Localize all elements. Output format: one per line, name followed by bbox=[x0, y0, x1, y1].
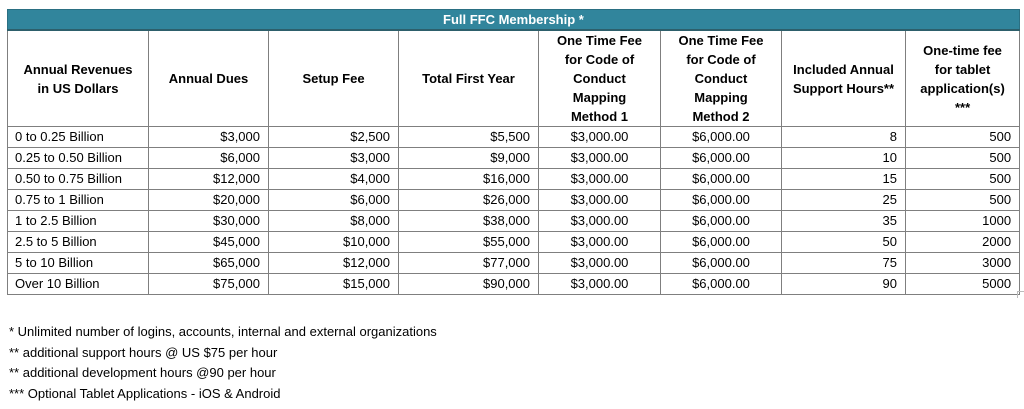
cell-annual-dues: $75,000 bbox=[149, 274, 269, 295]
cell-total-first-year: $26,000 bbox=[399, 190, 539, 211]
cell-annual-dues: $30,000 bbox=[149, 211, 269, 232]
column-header-annual-dues: Annual Dues bbox=[149, 30, 269, 127]
footnote-support-hours: ** additional support hours @ US $75 per hour bbox=[9, 344, 278, 360]
table-row bbox=[8, 232, 1020, 253]
table-row bbox=[8, 253, 1020, 274]
cell-revenue-range: 0 to 0.25 Billion bbox=[8, 127, 149, 148]
cell-mapping-method-2-fee: $6,000.00 bbox=[661, 253, 782, 274]
cell-mapping-method-2-fee: $6,000.00 bbox=[661, 148, 782, 169]
cell-mapping-method-2-fee: $6,000.00 bbox=[661, 169, 782, 190]
column-header-tablet-fee: One-time fee for tablet application(s) *** bbox=[906, 30, 1020, 127]
cell-setup-fee: $15,000 bbox=[269, 274, 399, 295]
column-header-total-first-year: Total First Year bbox=[399, 30, 539, 127]
cell-revenue-range: 5 to 10 Billion bbox=[8, 253, 149, 274]
cell-setup-fee: $3,000 bbox=[269, 148, 399, 169]
footnote-development-hours: ** additional development hours @90 per hour bbox=[9, 365, 276, 380]
cell-mapping-method-1-fee: $3,000.00 bbox=[539, 253, 661, 274]
cell-annual-dues: $65,000 bbox=[149, 253, 269, 274]
footnote-tablet-apps: *** Optional Tablet Applications - iOS & Android bbox=[9, 385, 281, 401]
cell-mapping-method-1-fee: $3,000.00 bbox=[539, 148, 661, 169]
cell-setup-fee: $6,000 bbox=[269, 190, 399, 211]
cell-mapping-method-1-fee: $3,000.00 bbox=[539, 211, 661, 232]
pricing-table bbox=[7, 9, 1020, 295]
cell-support-hours: 50 bbox=[782, 232, 906, 253]
cell-setup-fee: $10,000 bbox=[269, 232, 399, 253]
cell-mapping-method-2-fee: $6,000.00 bbox=[661, 127, 782, 148]
cell-revenue-range: 0.75 to 1 Billion bbox=[8, 190, 149, 211]
cell-tablet-fee: 500 bbox=[906, 148, 1020, 169]
cell-mapping-method-1-fee: $3,000.00 bbox=[539, 274, 661, 295]
table-title-row bbox=[8, 10, 1020, 31]
column-header-setup-fee: Setup Fee bbox=[269, 30, 399, 127]
column-header-annual-revenues: Annual Revenues in US Dollars bbox=[8, 30, 149, 127]
cell-annual-dues: $12,000 bbox=[149, 169, 269, 190]
cell-revenue-range: 0.50 to 0.75 Billion bbox=[8, 169, 149, 190]
cell-support-hours: 8 bbox=[782, 127, 906, 148]
footnotes bbox=[9, 322, 437, 404]
cell-total-first-year: $90,000 bbox=[399, 274, 539, 295]
cell-tablet-fee: 3000 bbox=[906, 253, 1020, 274]
cell-mapping-method-2-fee: $6,000.00 bbox=[661, 274, 782, 295]
cell-revenue-range: 1 to 2.5 Billion bbox=[8, 211, 149, 232]
footnote-unlimited: * Unlimited number of logins, accounts, internal and external organizations bbox=[9, 324, 437, 339]
cell-annual-dues: $45,000 bbox=[149, 232, 269, 253]
column-header-mapping-method-2: One Time Fee for Code of Conduct Mapping Method 2 bbox=[661, 30, 782, 127]
cell-annual-dues: $6,000 bbox=[149, 148, 269, 169]
resize-handle[interactable] bbox=[1017, 291, 1024, 298]
table-row bbox=[8, 190, 1020, 211]
table-row bbox=[8, 274, 1020, 295]
table-row bbox=[8, 127, 1020, 148]
cell-revenue-range: Over 10 Billion bbox=[8, 274, 149, 295]
cell-mapping-method-1-fee: $3,000.00 bbox=[539, 169, 661, 190]
cell-total-first-year: $77,000 bbox=[399, 253, 539, 274]
cell-support-hours: 35 bbox=[782, 211, 906, 232]
cell-annual-dues: $3,000 bbox=[149, 127, 269, 148]
column-header-row bbox=[8, 30, 1020, 127]
cell-total-first-year: $9,000 bbox=[399, 148, 539, 169]
cell-annual-dues: $20,000 bbox=[149, 190, 269, 211]
table-row bbox=[8, 211, 1020, 232]
cell-support-hours: 75 bbox=[782, 253, 906, 274]
cell-tablet-fee: 5000 bbox=[906, 274, 1020, 295]
cell-support-hours: 25 bbox=[782, 190, 906, 211]
cell-total-first-year: $16,000 bbox=[399, 169, 539, 190]
cell-total-first-year: $55,000 bbox=[399, 232, 539, 253]
table-title bbox=[8, 10, 1020, 31]
cell-revenue-range: 0.25 to 0.50 Billion bbox=[8, 148, 149, 169]
cell-tablet-fee: 500 bbox=[906, 127, 1020, 148]
cell-setup-fee: $2,500 bbox=[269, 127, 399, 148]
cell-setup-fee: $12,000 bbox=[269, 253, 399, 274]
cell-tablet-fee: 1000 bbox=[906, 211, 1020, 232]
cell-revenue-range: 2.5 to 5 Billion bbox=[8, 232, 149, 253]
cell-setup-fee: $4,000 bbox=[269, 169, 399, 190]
cell-support-hours: 15 bbox=[782, 169, 906, 190]
table-row bbox=[8, 148, 1020, 169]
cell-mapping-method-1-fee: $3,000.00 bbox=[539, 127, 661, 148]
cell-mapping-method-1-fee: $3,000.00 bbox=[539, 232, 661, 253]
cell-total-first-year: $5,500 bbox=[399, 127, 539, 148]
cell-setup-fee: $8,000 bbox=[269, 211, 399, 232]
cell-mapping-method-1-fee: $3,000.00 bbox=[539, 190, 661, 211]
cell-support-hours: 90 bbox=[782, 274, 906, 295]
column-header-mapping-method-1: One Time Fee for Code of Conduct Mapping Method 1 bbox=[539, 30, 661, 127]
cell-tablet-fee: 2000 bbox=[906, 232, 1020, 253]
table-row bbox=[8, 169, 1020, 190]
cell-tablet-fee: 500 bbox=[906, 169, 1020, 190]
table-body bbox=[8, 127, 1020, 295]
cell-mapping-method-2-fee: $6,000.00 bbox=[661, 190, 782, 211]
cell-mapping-method-2-fee: $6,000.00 bbox=[661, 232, 782, 253]
column-header-support-hours: Included Annual Support Hours** bbox=[782, 30, 906, 127]
cell-support-hours: 10 bbox=[782, 148, 906, 169]
table-title-text: Full FFC Membership * bbox=[443, 12, 584, 27]
pricing-table-container bbox=[7, 9, 1019, 295]
cell-total-first-year: $38,000 bbox=[399, 211, 539, 232]
cell-mapping-method-2-fee: $6,000.00 bbox=[661, 211, 782, 232]
cell-tablet-fee: 500 bbox=[906, 190, 1020, 211]
